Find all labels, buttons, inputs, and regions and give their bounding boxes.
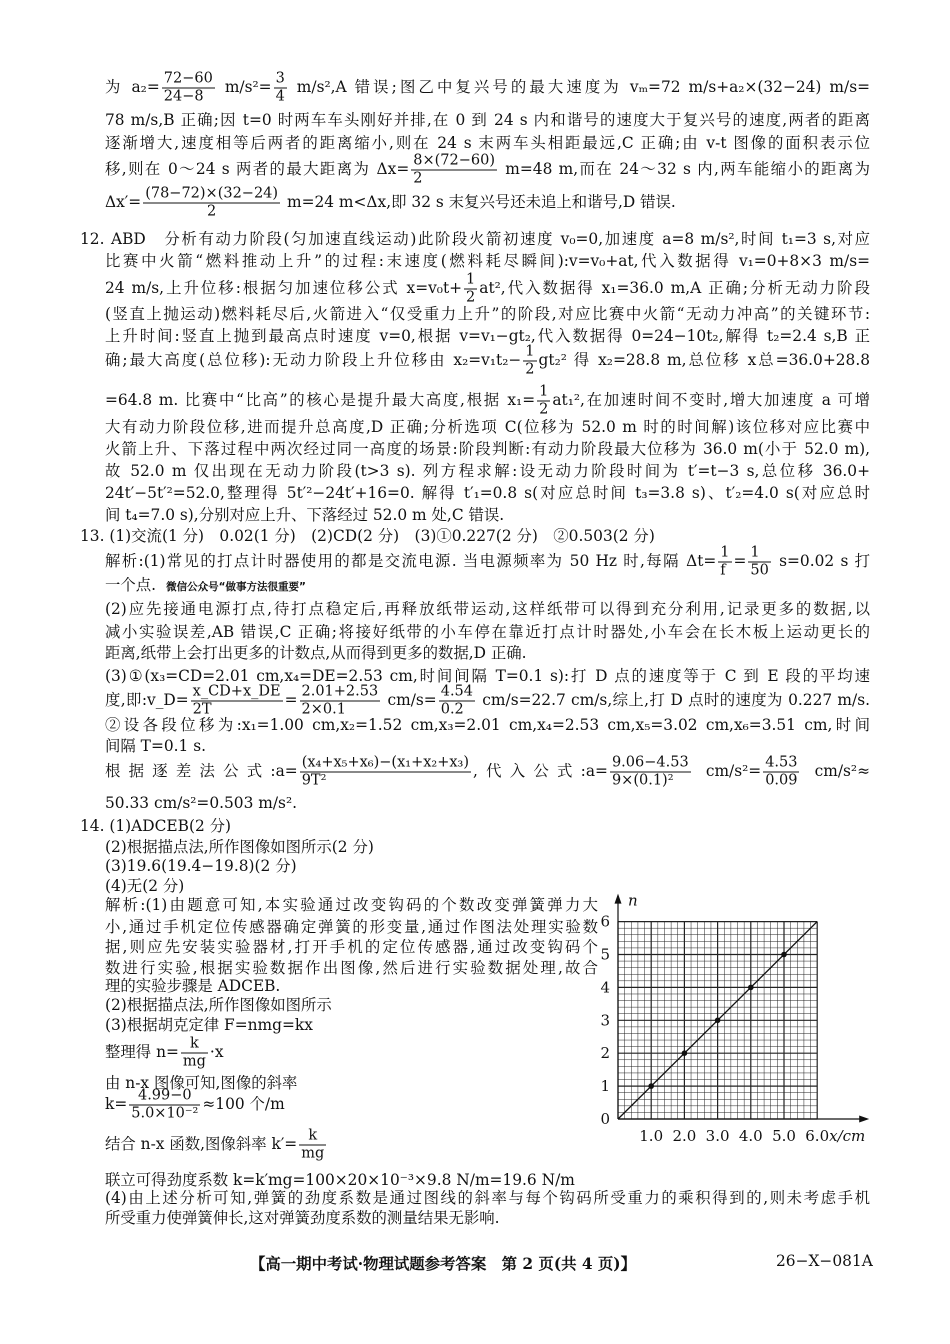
data-point	[648, 1083, 654, 1089]
text-run: 为 a₂=	[105, 78, 160, 96]
text-run: m/s²,A 错误;图乙中复兴号的最大速度为 vₘ=72 m/s+a₂×(32−24) m/s=	[288, 78, 871, 96]
numerator: 72−60	[163, 70, 213, 87]
y-axis-arrow-icon	[615, 894, 622, 904]
y-tick-label: 2	[600, 1044, 610, 1063]
denominator: 0.2	[440, 701, 464, 718]
text-run: 据,则应先安装实验器材,打开手机的定位传感器,通过改变钩码个	[105, 938, 598, 956]
text-run: =64.8 m. 比赛中“比高”的核心是提升最大高度,根据 x₁=	[105, 391, 536, 409]
n-x-chart	[595, 890, 885, 1150]
fraction	[143, 186, 280, 221]
text-line	[105, 958, 598, 978]
fraction	[537, 384, 550, 419]
text-run: 一个点.	[105, 576, 157, 594]
fraction	[523, 344, 536, 379]
text-line	[105, 1015, 313, 1035]
fraction	[439, 684, 475, 719]
denominator: f	[720, 562, 726, 579]
text-line	[105, 505, 504, 525]
text-run: Δx′=	[105, 193, 142, 211]
denominator: 24−8	[163, 88, 204, 105]
text-run: (3)①(x₃=CD=2.01 cm,x₄=DE=2.53 cm,时间间隔 T=0.1 s):打 D 点的速度等于 C 到 E 段的平均速	[105, 667, 870, 685]
text-run: (2)应先接通电源打点,待打点稳定后,再释放纸带运动,这样纸带可以得到充分利用,记录更多的数据,以	[105, 600, 870, 618]
text-line	[105, 384, 870, 419]
text-run: 距离,纸带上会打出更多的计数点,从而得到更多的数据,D 正确.	[105, 644, 527, 662]
text-run: 减小实验误差,AB 错误,C 正确;将接好纸带的小车停在靠近打点计时器处,小车会在长木板上运动更长的	[105, 623, 870, 641]
numerator: 3	[275, 70, 285, 87]
fraction	[763, 755, 799, 790]
text-run: k=	[105, 1095, 128, 1113]
text-line	[105, 1188, 870, 1208]
footer-code: 26−X−081A	[776, 1252, 873, 1270]
text-line	[105, 110, 870, 130]
denominator: 2	[466, 289, 476, 306]
numerator: x_CD+x_DE	[192, 683, 281, 700]
x-axis-label: x/cm	[829, 1127, 866, 1145]
text-line	[105, 439, 870, 459]
x-tick-label: 4.0	[738, 1127, 763, 1145]
denominator: 2	[207, 203, 217, 220]
text-line	[105, 937, 598, 957]
text-line	[105, 917, 598, 937]
text-line	[105, 715, 870, 735]
y-tick-label: 1	[600, 1077, 610, 1096]
text-run: ②设各段位移为:x₁=1.00 cm,x₂=1.52 cm,x₃=2.01 cm,x₄=2.53 cm,x₅=3.02 cm,x₆=3.51 cm,时间	[105, 716, 870, 734]
y-tick-label: 4	[600, 978, 610, 997]
text-run: 大有动力阶段位移,进而提升总高度,D 正确;分析选项 C(位移为 52.0 m 时的时间解)该位移对应比赛中	[105, 418, 870, 436]
text-line	[105, 995, 332, 1015]
text-run: 整理得 n=	[105, 1043, 179, 1061]
text-run: 上升时间:竖直上抛到最高点时速度 v=0,根据 v=v₁−gt₂,代入数据得 0=24−10t₂,解得 t₂=2.4 s,B 正	[105, 327, 870, 345]
text-run: 78 m/s,B 正确;因 t=0 时两车车头刚好并排,在 0 到 24 s 内和谐号的速度大于复兴号的速度,两者的距离	[105, 111, 870, 129]
text-line	[105, 856, 297, 876]
data-point	[715, 1018, 721, 1024]
numerator: (78−72)×(32−24)	[145, 185, 279, 202]
text-run: (3)根据胡克定律 F=nmg=kx	[105, 1016, 313, 1034]
x-tick-label: 5.0	[772, 1127, 796, 1145]
text-run: 数进行实验,根据实验数据作出图像,然后进行实验数据处理,故合	[105, 959, 598, 977]
text-line	[105, 304, 870, 324]
data-point	[748, 985, 754, 991]
text-run: m=48 m,而在 24～32 s 内,两车能缩小的距离为	[499, 160, 870, 178]
text-run: (4)由上述分析可知,弹簧的劲度系数是通过图线的斜率与每个钩码所受重力的乘积得到的,则未考虑手机	[105, 1189, 870, 1207]
data-point	[781, 952, 787, 958]
numerator: 4.99−0	[129, 1088, 200, 1106]
text-run: 12. ABD 分析有动力阶段(匀加速直线运动)此阶段火箭初速度 v₀=0,加速度 a=8 m/s²,时间 t₁=3 s,对应	[80, 230, 870, 248]
text-run: =	[733, 552, 747, 570]
text-line	[105, 622, 870, 642]
y-tick-label: 6	[600, 912, 610, 931]
text-line	[105, 483, 870, 503]
text-run: gt₂² 得 x₂=28.8 m,总位移 x总=36.0+28.8	[538, 351, 870, 369]
fraction	[411, 153, 497, 188]
denominator: 2T	[192, 701, 212, 718]
numerator: 1	[720, 544, 730, 561]
numerator: 4.53	[765, 754, 798, 771]
numerator: (x₄+x₅+x₆)−(x₁+x₂+x₃)	[301, 754, 470, 771]
denominator: 50	[750, 562, 769, 579]
text-run: 24t′−5t′²=52.0,整理得 5t′²−24t′+16=0. 解得 t′₁=0.8 s(对应总时间 t₃=3.8 s)、t′₂=4.0 s(对应总时	[105, 484, 870, 502]
fraction	[300, 755, 471, 790]
denominator: mg	[182, 1053, 206, 1070]
text-run: 由 n-x 图像可知,图像的斜率	[105, 1074, 298, 1092]
denominator: 2	[539, 401, 549, 418]
text-line	[105, 976, 280, 996]
text-run: cm/s=	[382, 691, 437, 709]
text-run: 解析:(1)由题意可知,本实验通过改变钩码的个数改变弹簧弹力大	[105, 896, 598, 914]
denominator: 2	[525, 361, 535, 378]
denominator: 9T²	[301, 772, 327, 789]
text-line	[105, 461, 870, 481]
x-tick-label: 1.0	[639, 1127, 664, 1145]
denominator: 2	[413, 170, 423, 187]
text-line	[105, 272, 870, 307]
denominator: 5.0×10⁻²	[131, 1105, 199, 1122]
y-tick-label: 5	[600, 945, 610, 964]
fraction	[181, 1036, 208, 1071]
numerator: 1	[748, 545, 770, 563]
text-run: ≈100 个/m	[202, 1095, 285, 1113]
text-run: (4)无(2 分)	[105, 877, 185, 895]
text-line	[105, 1128, 328, 1163]
text-run: 50.33 cm/s²=0.503 m/s².	[105, 794, 298, 812]
denominator: 4	[275, 88, 285, 105]
origin-label: 0	[600, 1110, 610, 1128]
fraction	[191, 684, 283, 719]
text-line	[105, 895, 598, 915]
fraction	[748, 545, 770, 580]
text-run: 逐渐增大,速度相等后两者的距离缩小,则在 24 s 末两车头相距最远,C 正确;由 v-t 图像的面积表示位	[105, 134, 870, 152]
text-run: 移,则在 0～24 s 两者的最大距离为 Δx=	[105, 160, 410, 178]
text-line	[105, 1208, 500, 1228]
numerator: 4.54	[440, 683, 474, 700]
text-line	[80, 816, 231, 836]
text-run: (3)19.6(19.4−19.8)(2 分)	[105, 857, 297, 875]
text-run: 根据逐差法公式:a=	[105, 762, 298, 780]
text-run: 确;最大高度(总位移):无动力阶段上升位移由 x₂=v₁t₂−	[105, 351, 522, 369]
fraction	[162, 71, 215, 106]
text-line	[105, 643, 527, 663]
text-run: 14. (1)ADCEB(2 分)	[80, 817, 232, 835]
watermark: 微信公众号“做事方法很重要”	[166, 581, 306, 593]
fraction	[300, 684, 381, 719]
numerator: 1	[466, 271, 476, 288]
footer-title: 【高一期中考试·物理试题参考答案 第 2 页(共 4 页)】	[250, 1255, 636, 1273]
text-line	[105, 133, 870, 153]
text-line	[105, 1170, 575, 1190]
denominator: mg	[301, 1145, 325, 1162]
text-run: 所受重力使弹簧伸长,这对弹簧劲度系数的测量结果无影响.	[105, 1209, 500, 1227]
text-line	[105, 1036, 224, 1071]
text-line	[105, 1088, 285, 1123]
text-line	[105, 251, 870, 271]
text-line	[105, 71, 870, 106]
text-run: ,代入公式:a=	[473, 762, 608, 780]
text-run: =	[284, 691, 298, 709]
numerator: 2.01+2.53	[301, 683, 379, 700]
y-axis-label: n	[628, 891, 638, 910]
text-run: at²,代入数据得 x₁=36.0 m,A 正确;分析无动力阶段	[479, 279, 870, 297]
text-line	[105, 575, 306, 597]
text-run: 解析:(1)常见的打点计时器使用的都是交流电源. 当电源频率为 50 Hz 时,每隔 Δt=	[105, 552, 717, 570]
text-line	[105, 417, 870, 437]
text-run: 火箭上升、下落过程中两次经过同一高度的场景:阶段判断:有动力阶段最大位移为 36.0 m(小于 52.0 m),	[105, 440, 870, 458]
text-run: 24 m/s,上升位移:根据匀加速位移公式 x=v₀t+	[105, 279, 463, 297]
text-run: (2)根据描点法,所作图像如图所示	[105, 996, 332, 1014]
fraction	[274, 71, 287, 106]
numerator: 8×(72−60)	[413, 152, 495, 169]
text-line	[105, 684, 870, 719]
text-line	[105, 876, 184, 896]
fraction	[129, 1088, 200, 1123]
text-run: at₁²,在加速时间不变时,增大加速度 a 可增	[552, 391, 871, 409]
numerator: 1	[539, 383, 549, 400]
numerator: 9.06−4.53	[611, 754, 689, 771]
fraction	[718, 545, 731, 580]
x-axis-arrow-icon	[859, 1116, 869, 1123]
text-run: 理的实验步骤是 ADCEB.	[105, 977, 281, 995]
text-run: 结合 n-x 函数,图像斜率 k′=	[105, 1135, 298, 1153]
text-run: 联立可得劲度系数 k=k′mg=100×20×10⁻³×9.8 N/m=19.6 N/m	[105, 1171, 575, 1189]
denominator: 2×0.1	[301, 701, 346, 718]
text-line	[80, 526, 655, 546]
text-line	[105, 755, 870, 790]
text-line	[80, 229, 870, 249]
x-tick-label: 6.0	[805, 1127, 830, 1145]
text-line	[105, 793, 297, 813]
denominator: 9×(0.1)²	[611, 772, 674, 789]
text-line	[105, 837, 374, 857]
text-run: cm/s²=	[692, 762, 762, 780]
text-run: 故 52.0 m 仅出现在无动力阶段(t>3 s). 列方程求解:设无动力阶段时间为 t′=t−3 s,总位移 36.0+	[105, 462, 870, 480]
text-run: 比赛中火箭“燃料推动上升”的过程:末速度(燃料耗尽瞬间):v=v₀+at,代入数据得 v₁=0+8×3 m/s=	[105, 252, 870, 270]
text-line	[105, 153, 870, 188]
text-run: m/s²=	[216, 78, 272, 96]
text-line	[105, 344, 870, 379]
text-line	[105, 736, 206, 756]
text-run: 间 t₄=7.0 s),分别对应上升、下落经过 52.0 m 处,C 错误.	[105, 506, 505, 524]
x-tick-label: 2.0	[672, 1127, 697, 1145]
fraction	[464, 272, 477, 307]
text-run: cm/s²≈	[801, 762, 870, 780]
text-run: m=24 m<Δx,即 32 s 末复兴号还未追上和谐号,D 错误.	[282, 193, 676, 211]
text-run: s=0.02 s 打	[772, 552, 870, 570]
text-run: 13. (1)交流(1 分) 0.02(1 分) (2)CD(2 分) (3)①0.227(2 分) ②0.503(2 分)	[80, 527, 655, 545]
text-run: 间隔 T=0.1 s.	[105, 737, 206, 755]
text-run: (竖直上抛运动)燃料耗尽后,火箭进入“仅受重力上升”的阶段,对应比赛中火箭“无动力冲高”的关键环节:	[105, 305, 870, 323]
denominator: 0.09	[765, 772, 798, 789]
data-point	[682, 1050, 688, 1056]
text-run: 小,通过手机定位传感器确定弹簧的形变量,通过作图法处理实验数	[105, 918, 598, 936]
y-tick-label: 3	[600, 1011, 610, 1030]
text-line	[105, 599, 870, 619]
fraction	[299, 1128, 326, 1163]
numerator: k	[299, 1128, 326, 1146]
numerator: k	[181, 1036, 208, 1054]
text-run: cm/s=22.7 cm/s,综上,打 D 点时的速度为 0.227 m/s.	[477, 691, 870, 709]
text-line	[105, 186, 676, 221]
numerator: 1	[525, 343, 535, 360]
x-tick-label: 3.0	[705, 1127, 730, 1145]
text-run: ·x	[209, 1043, 224, 1061]
text-run: (2)根据描点法,所作图像如图所示(2 分)	[105, 838, 374, 856]
fraction	[610, 755, 691, 790]
text-run: 度,即:v_D=	[105, 691, 189, 709]
